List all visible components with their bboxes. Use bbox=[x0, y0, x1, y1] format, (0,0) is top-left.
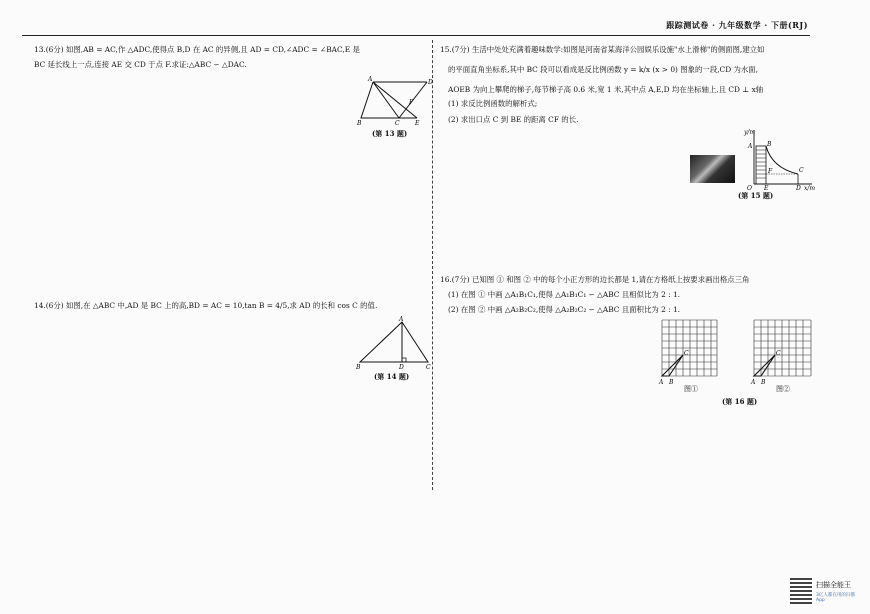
q14-caption: (第 14 题) bbox=[374, 372, 410, 381]
q13-label-A: A bbox=[368, 76, 373, 83]
q14-text-line1: 14.(6分) 如图,在 △ABC 中,AD 是 BC 上的高,BD = AC = 10,tan B = 4/5,求 AD 的长和 cos C 的值. bbox=[34, 301, 378, 310]
q15-text-line1: 15.(7分) 生活中处处充满着趣味数学:如图是河南省某海洋公园娱乐设施"水上滑梯"的侧面图,建立如 bbox=[440, 45, 765, 54]
q15-text-line4: (1) 求反比例函数的解析式; bbox=[448, 99, 538, 108]
q16-fig2-label-C: C bbox=[776, 350, 781, 357]
q13-text-line2: BC 延长线上一点,连接 AE 交 CD 于点 F.求证:△ABC ∽ △DAC. bbox=[34, 60, 247, 69]
q14-label-B: B bbox=[356, 364, 361, 371]
q16-fig2-label-B: B bbox=[761, 379, 766, 386]
q16-text-line1: 16.(7分) 已知图 ① 和图 ② 中的每个小正方形的边长都是 1,请在方格纸上按要求画出格点三角 bbox=[440, 275, 750, 284]
q15-label-F: F bbox=[768, 168, 773, 175]
q14-figure bbox=[352, 318, 434, 370]
q15-label-D: D bbox=[796, 185, 801, 192]
qr-code-icon bbox=[790, 578, 812, 604]
q16-grid-figure-1 bbox=[660, 318, 720, 388]
q13-text-line1: 13.(6分) 如图,AB = AC,作 △ADC,使得点 B,D 在 AC 的异侧,且 AD = CD,∠ADC = ∠BAC,E 是 bbox=[34, 45, 360, 54]
q13-caption: (第 13 题) bbox=[372, 129, 408, 138]
q15-label-x: x/m bbox=[804, 185, 816, 192]
q16-fig2-caption: 图② bbox=[776, 385, 790, 393]
q16-fig1-label-B: B bbox=[669, 379, 674, 386]
q13-label-B: B bbox=[357, 120, 362, 127]
q15-label-A: A bbox=[748, 143, 753, 150]
q13-label-F: F bbox=[409, 99, 414, 106]
q16-fig2-label-A: A bbox=[751, 379, 756, 386]
scanner-slogan: 3亿人都在用的扫描App bbox=[816, 593, 855, 603]
q15-label-E: E bbox=[764, 185, 769, 192]
q13-label-E: E bbox=[415, 120, 420, 127]
q16-fig1-label-A: A bbox=[659, 379, 664, 386]
q15-text-line3: AOEB 为向上攀爬的梯子,每节梯子高 0.6 米,宽 1 米,其中点 A,E,D 均在坐标轴上,且 CD ⊥ x轴 bbox=[448, 85, 764, 94]
paper-header: 跟踪测试卷 · 九年级数学 · 下册(RJ) bbox=[666, 20, 808, 30]
q15-caption: (第 15 题) bbox=[738, 191, 774, 200]
q16-caption: (第 16 题) bbox=[722, 397, 758, 406]
q14-label-C: C bbox=[426, 364, 431, 371]
q15-label-C: C bbox=[799, 167, 804, 174]
q15-label-y: y/m bbox=[744, 129, 756, 136]
q15-text-line5: (2) 求出口点 C 到 BE 的距离 CF 的长. bbox=[448, 115, 579, 124]
q14-label-A: A bbox=[399, 316, 404, 323]
q15-label-B: B bbox=[767, 141, 772, 148]
q13-label-D: D bbox=[428, 79, 433, 86]
q16-fig1-label-C: C bbox=[684, 350, 689, 357]
scanner-brand: 扫描全能王 bbox=[816, 581, 851, 589]
header-rule bbox=[22, 35, 810, 36]
q15-label-O: O bbox=[747, 185, 752, 192]
q16-text-line2: (1) 在图 ① 中画 △A₁B₁C₁,使得 △A₁B₁C₁ ∽ △ABC 且相似比为 2 : 1. bbox=[448, 290, 681, 299]
q16-text-line3: (2) 在图 ② 中画 △A₂B₂C₂,使得 △A₂B₂C₂ ∽ △ABC 且面积比为 2 : 1. bbox=[448, 305, 681, 314]
q13-label-C: C bbox=[395, 120, 400, 127]
q16-fig1-caption: 图① bbox=[684, 385, 698, 393]
water-slide-photo bbox=[690, 155, 735, 183]
scanner-watermark bbox=[790, 578, 862, 604]
q13-figure bbox=[355, 76, 435, 126]
q14-label-D: D bbox=[399, 364, 404, 371]
q16-grid-figure-2 bbox=[752, 318, 814, 388]
q15-coordinate-figure bbox=[742, 128, 816, 192]
q15-text-line2: 的平面直角坐标系,其中 BC 段可以看成是反比例函数 y = k/x (x > 0) 图象的一段,CD 为水面, bbox=[448, 65, 759, 74]
